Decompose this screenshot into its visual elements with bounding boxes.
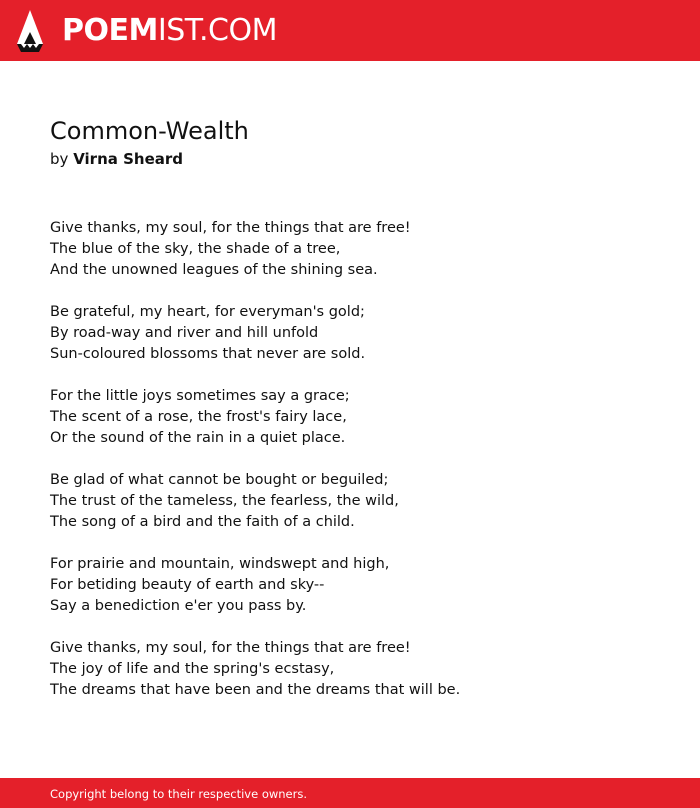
poem-line: The blue of the sky, the shade of a tree, [50,241,341,257]
site-logo[interactable] [62,12,277,50]
poem-line: The joy of life and the spring's ecstasy, [50,661,335,677]
poem-line: Be grateful, my heart, for everyman's gold; [50,304,365,320]
byline [50,149,183,169]
poem-line: Give thanks, my soul, for the things that are free! [50,220,411,236]
poem-line: Sun-coloured blossoms that never are sold. [50,346,366,362]
by-label: by [50,150,69,168]
logo-brand-light: IST.COM [157,13,277,48]
poem-line: For prairie and mountain, windswept and high, [50,556,390,572]
poem-line: The scent of a rose, the frost's fairy lace, [50,409,347,425]
poem-line: The trust of the tameless, the fearless, the wild, [50,493,399,509]
stanza [50,638,670,701]
author-name: Virna Sheard [73,150,184,168]
poem-line: Say a benediction e'er you pass by. [50,598,307,614]
poem-line: For the little joys sometimes say a grace; [50,388,350,404]
stanza [50,218,670,281]
poem-line: And the unowned leagues of the shining sea. [50,262,378,278]
poem-line: Or the sound of the rain in a quiet place. [50,430,346,446]
logo-brand-bold: POEM [62,13,158,48]
pencil-tip-icon[interactable] [17,10,43,52]
poem-title: Common-Wealth [50,117,249,145]
poem-line: The song of a bird and the faith of a child. [50,514,355,530]
poem-line: Give thanks, my soul, for the things that are free! [50,640,411,656]
poem-line: For betiding beauty of earth and sky-- [50,577,325,593]
stanza [50,554,670,617]
stanza [50,386,670,449]
stanza [50,470,670,533]
poem-line: The dreams that have been and the dreams that will be. [50,682,461,698]
copyright-notice: Copyright belong to their respective owners. [50,787,308,801]
poem-line: Be glad of what cannot be bought or beguiled; [50,472,389,488]
poem-line: By road-way and river and hill unfold [50,325,319,341]
poem-body [50,218,670,722]
site-header [0,0,700,61]
stanza [50,302,670,365]
site-footer [0,778,700,808]
